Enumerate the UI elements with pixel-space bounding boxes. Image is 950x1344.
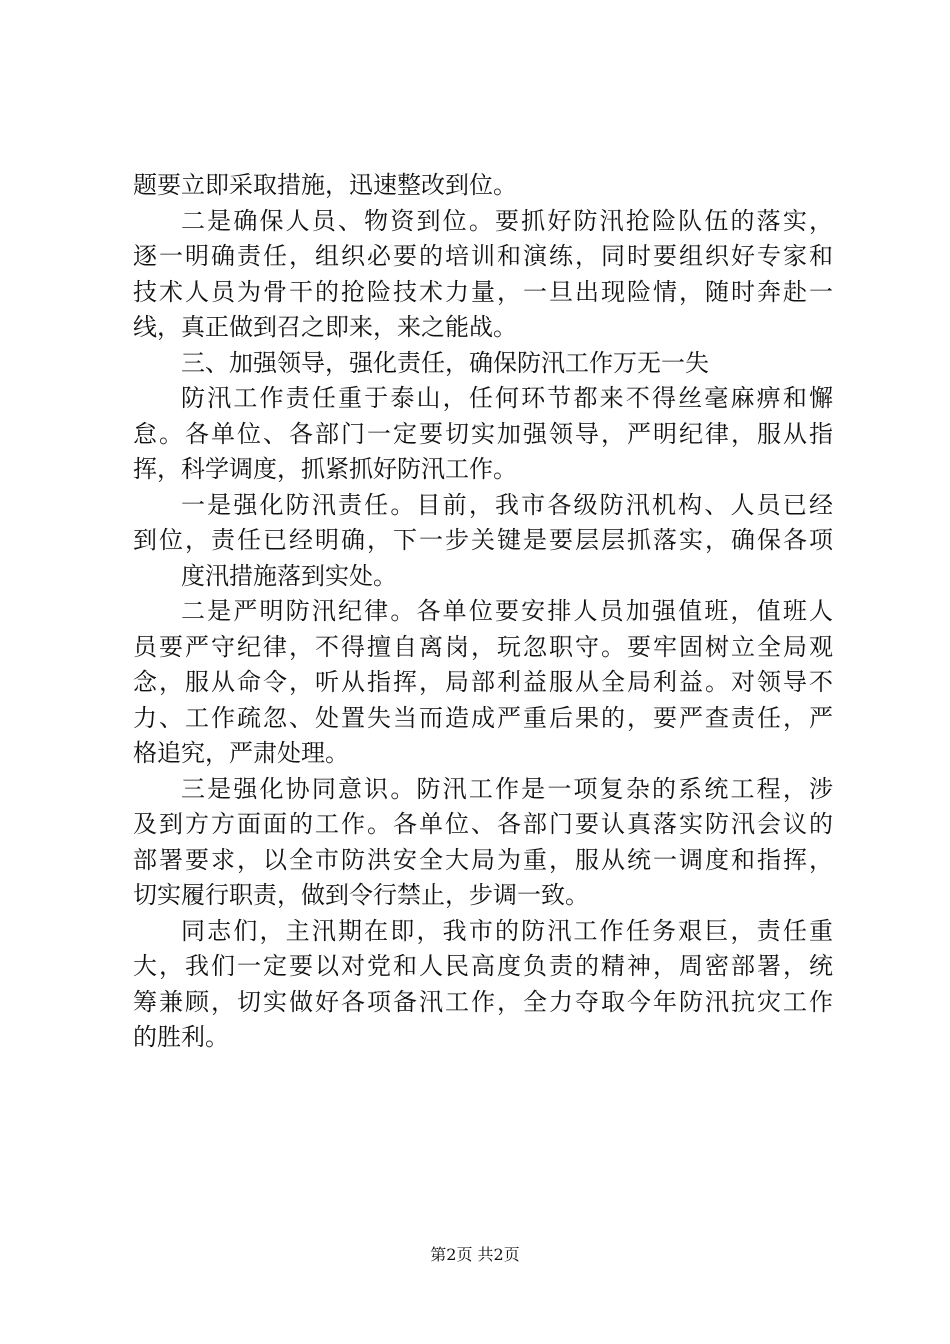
text-line: 挥，科学调度，抓紧抓好防汛工作。 bbox=[133, 455, 517, 483]
text-line: 的胜利。 bbox=[133, 1023, 229, 1051]
text-line: 同志们，主汛期在即，我市的防汛工作任务艰巨，责任重 bbox=[181, 916, 833, 945]
text-line: 切实履行职责，做到令行禁止，步调一致。 bbox=[133, 881, 589, 909]
text-line: 筹兼顾，切实做好各项备汛工作，全力夺取今年防汛抗灾工作 bbox=[133, 987, 833, 1016]
section-heading: 三、加强领导，强化责任，确保防汛工作万无一失 bbox=[181, 348, 709, 377]
text-line: 员要严守纪律，不得擅自离岗，玩忽职守。要牢固树立全局观 bbox=[133, 632, 833, 661]
page-indicator: 第2页 共2页 bbox=[430, 1245, 520, 1264]
text-line: 到位，责任已经明确，下一步关键是要层层抓落实，确保各项 bbox=[133, 526, 833, 554]
text-line: 防汛工作责任重于泰山，任何环节都来不得丝毫麻痹和懈 bbox=[181, 384, 833, 412]
text-line: 二是严明防汛纪律。各单位要安排人员加强值班，值班人 bbox=[181, 597, 833, 625]
text-line: 怠。各单位、各部门一定要切实加强领导，严明纪律，服从指 bbox=[133, 419, 833, 448]
text-line: 题要立即采取措施，迅速整改到位。 bbox=[133, 171, 517, 199]
text-line: 度汛措施落到实处。 bbox=[181, 561, 397, 590]
text-line: 二是确保人员、物资到位。要抓好防汛抢险队伍的落实， bbox=[181, 206, 833, 235]
page-footer bbox=[0, 1243, 950, 1267]
text-line: 力、工作疏忽、处置失当而造成严重后果的，要严查责任，严 bbox=[133, 703, 833, 732]
text-line: 逐一明确责任，组织必要的培训和演练，同时要组织好专家和 bbox=[133, 242, 833, 270]
text-line: 大，我们一定要以对党和人民高度负责的精神，周密部署，统 bbox=[133, 952, 833, 980]
text-line: 格追究，严肃处理。 bbox=[133, 739, 349, 767]
text-line: 三是强化协同意识。防汛工作是一项复杂的系统工程，涉 bbox=[181, 774, 833, 803]
text-line: 线，真正做到召之即来，来之能战。 bbox=[133, 313, 517, 341]
text-line: 念，服从命令，听从指挥，局部利益服从全局利益。对领导不 bbox=[133, 668, 833, 696]
text-line: 部署要求，以全市防洪安全大局为重，服从统一调度和指挥， bbox=[133, 845, 833, 874]
text-line: 技术人员为骨干的抢险技术力量，一旦出现险情，随时奔赴一 bbox=[133, 277, 833, 306]
text-line: 及到方方面面的工作。各单位、各部门要认真落实防汛会议的 bbox=[133, 810, 833, 838]
document-body bbox=[133, 168, 833, 1056]
text-line: 一是强化防汛责任。目前，我市各级防汛机构、人员已经 bbox=[181, 490, 833, 519]
